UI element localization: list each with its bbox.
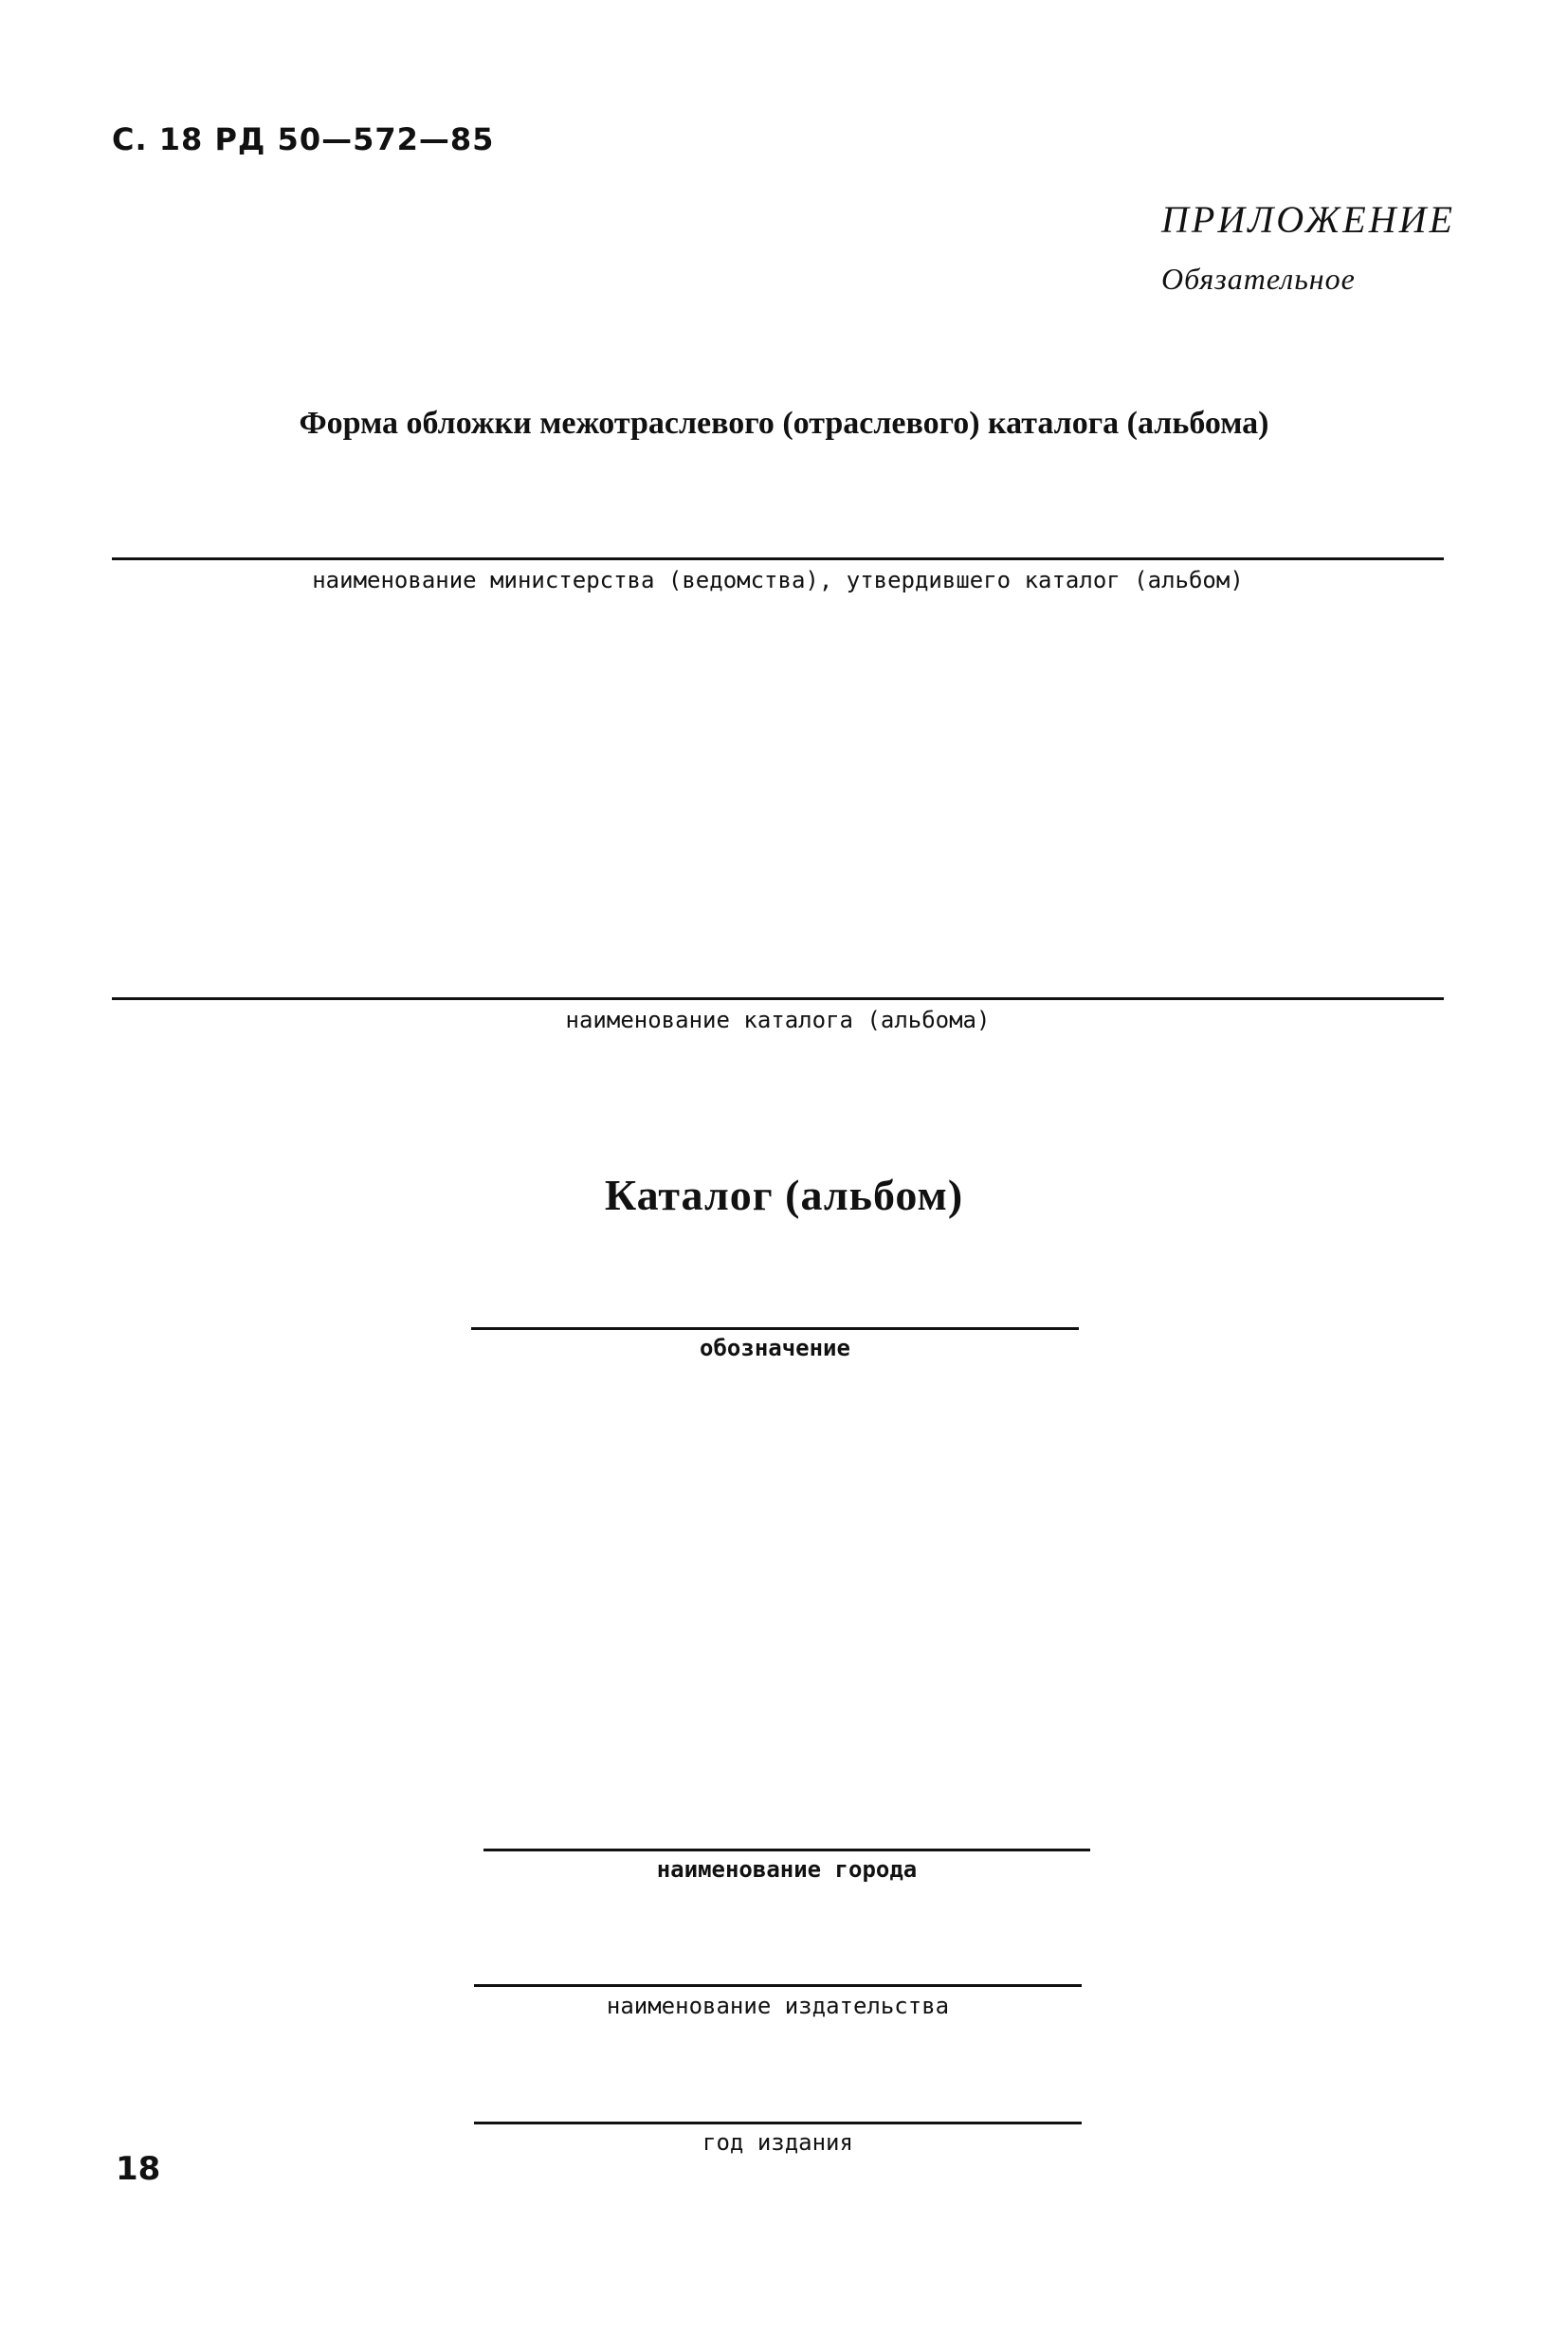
page-header: С. 18 РД 50—572—85 (112, 121, 495, 157)
appendix-title: ПРИЛОЖЕНИЕ (1161, 198, 1455, 241)
ministry-field-line (112, 557, 1444, 560)
catalog-name-field-caption: наименование каталога (альбома) (565, 1007, 991, 1033)
form-title: Форма обложки межотраслевого (отраслевого) каталога (альбома) (299, 406, 1269, 441)
year-field-caption: год издания (702, 2129, 853, 2156)
ministry-field-caption: наименование министерства (ведомства), утвердившего каталог (альбом) (312, 567, 1244, 593)
city-field-line (483, 1849, 1090, 1851)
publisher-field-line (474, 1984, 1082, 1987)
catalog-name-field-line (112, 997, 1444, 1000)
catalog-heading: Каталог (альбом) (604, 1171, 964, 1219)
appendix-status: Обязательное (1161, 262, 1356, 296)
page-number: 18 (116, 2150, 161, 2188)
designation-field-line (471, 1327, 1079, 1330)
publisher-field-caption: наименование издательства (606, 1993, 950, 2019)
designation-field-caption: обозначение (700, 1335, 850, 1361)
year-field-line (474, 2122, 1082, 2124)
city-field-caption: наименование города (656, 1856, 918, 1883)
